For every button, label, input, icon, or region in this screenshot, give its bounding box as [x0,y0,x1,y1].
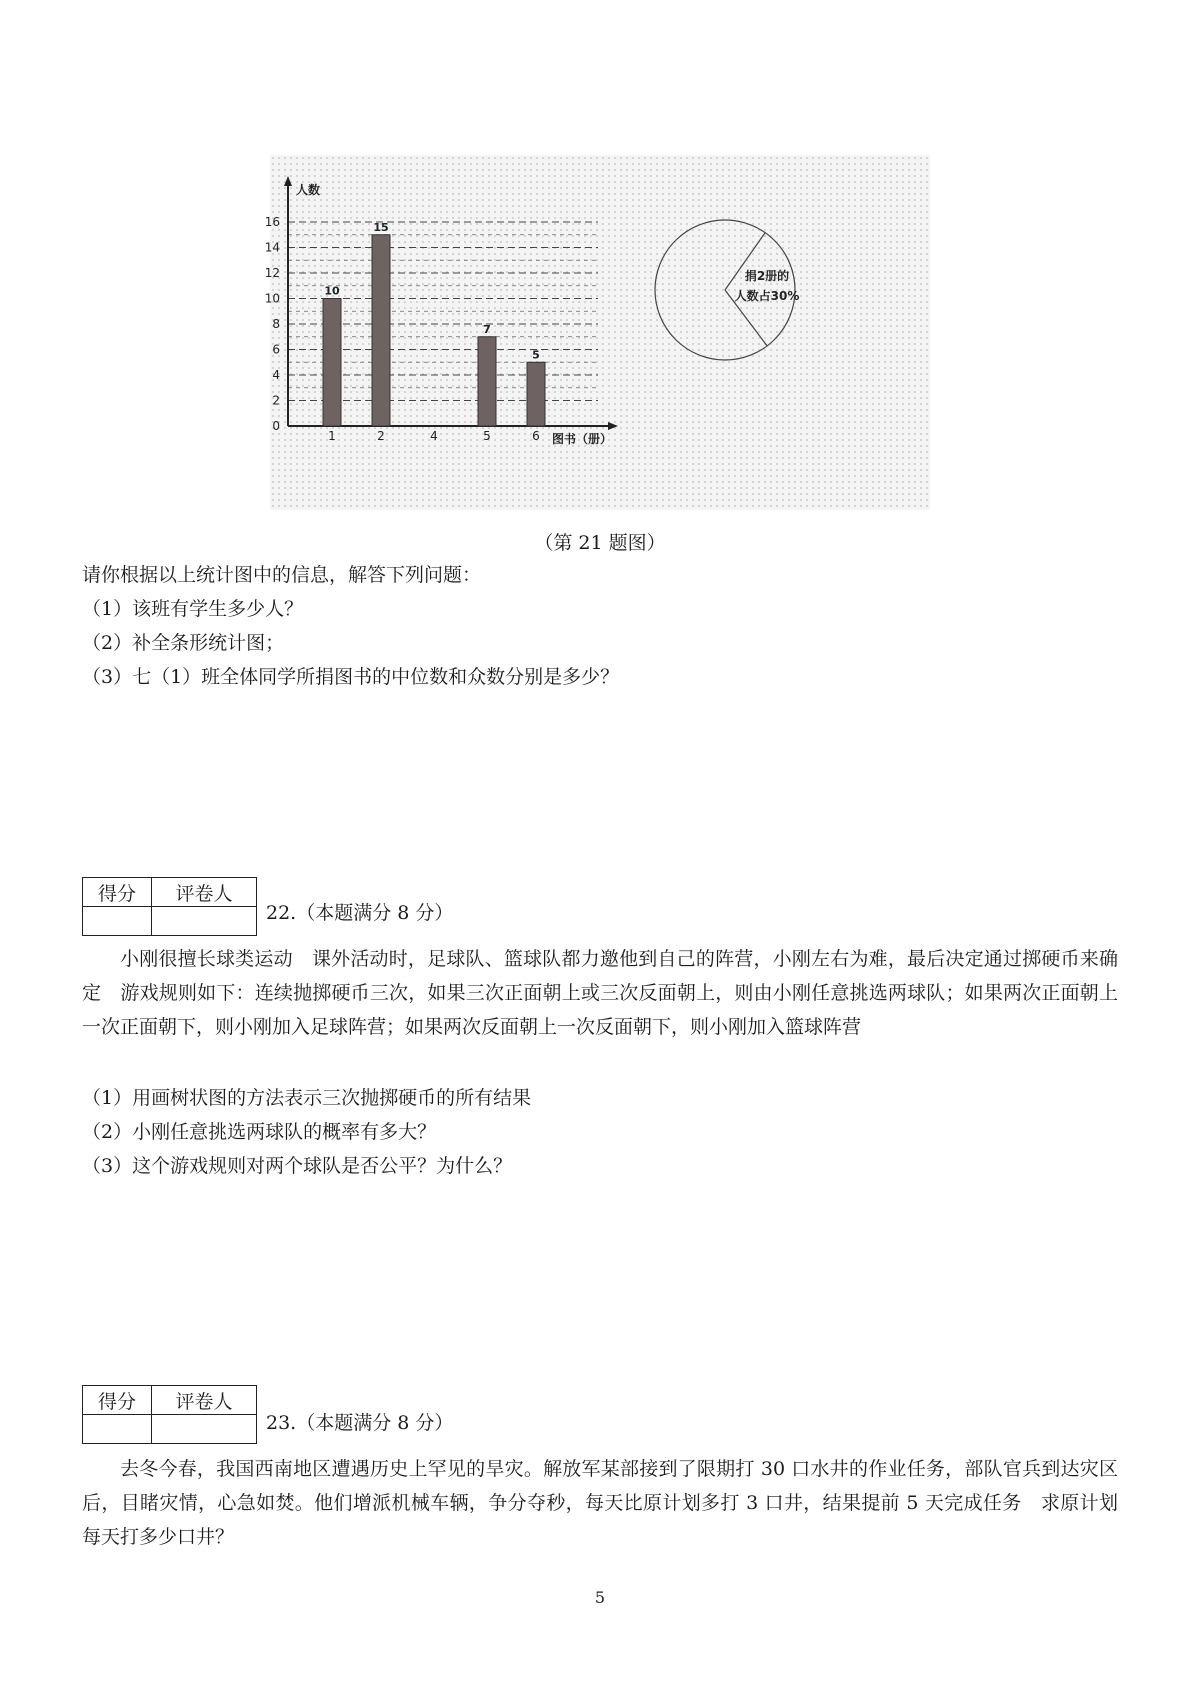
bar-data-label: 10 [324,284,340,298]
q21-item: （3）七（1）班全体同学所捐图书的中位数和众数分别是多少？ [82,666,620,688]
charts-canvas [264,155,930,510]
q22-item: （3）这个游戏规则对两个球队是否公平？为什么？ [82,1155,513,1177]
q22-item: （2）小刚任意挑选两球队的概率有多大？ [82,1121,437,1143]
x-axis-arrow [608,422,618,430]
pie-slice-label: 捐2册的 [744,269,790,283]
y-tick-label: 16 [264,215,280,229]
bar-data-label: 15 [373,220,389,234]
x-tick-label: 2 [377,429,385,443]
y-tick-label: 2 [272,393,280,408]
score-table-q22 [82,877,257,936]
q22-body: 小刚很擅长球类运动 课外活动时，足球队、篮球队都力邀他到自己的阵营，小刚左右为难，最后决定通过掷硬币来确定 游戏规则如下：连续抛掷硬币三次，如果三次正面朝上或三次反面朝上，则由小刚任意挑选两球队；如果两次正面朝上一次正面朝下，则小刚加入足球阵营；如果两次反面朝上一次反面朝下，则小刚加入篮球阵营 [82,948,1118,1038]
pie-slice-label: 人数占30% [734,289,800,303]
score-cell[interactable] [83,1415,152,1444]
y-tick-label: 4 [272,368,280,382]
bar [372,235,390,426]
x-tick-label: 4 [430,429,438,443]
statistics-figure [264,155,930,510]
grader-cell[interactable] [152,1415,257,1444]
q23-body: 去冬今春，我国西南地区遭遇历史上罕见的旱灾。解放军某部接到了限期打 30 口水井的作业任务，部队官兵到达灾区后，目睹灾情，心急如焚。他们增派机械车辆，争分夺秒，每天比原计划多打 3 口井，结果提前 5 天完成任务 求原计划每天打多少口井？ [82,1458,1118,1548]
score-table-q23 [82,1385,257,1444]
x-tick-label: 5 [483,429,491,443]
y-tick-label: 10 [264,291,280,306]
y-tick-label: 0 [272,419,280,433]
page-number: 5 [594,1588,606,1607]
q21-intro: 请你根据以上统计图中的信息，解答下列问题： [82,564,482,586]
y-tick-label: 12 [264,266,280,280]
y-axis-arrow [284,176,292,186]
x-tick-label: 6 [532,429,540,443]
q22-title: 22.（本题满分 8 分） [266,902,454,924]
figure-caption: （第 21 题图） [534,532,666,554]
x-tick-label: 1 [328,429,336,443]
q22-item: （1）用画树状图的方法表示三次抛掷硬币的所有结果 [82,1087,532,1109]
bar-chart [265,176,618,446]
grader-cell[interactable] [152,907,257,936]
y-tick-label: 6 [272,342,280,357]
y-axis-title: 人数 [296,183,321,197]
bar-data-label: 7 [483,322,491,336]
q23-title: 23.（本题满分 8 分） [266,1412,454,1434]
bar [527,362,545,426]
score-label: 得分 [83,878,152,907]
pie-chart [655,220,799,360]
bar [478,337,496,426]
grader-label: 评卷人 [152,1386,257,1415]
grader-label: 评卷人 [152,878,257,907]
score-label: 得分 [83,1386,152,1415]
score-cell[interactable] [83,907,152,936]
x-axis-title: 图书（册） [552,432,613,446]
bar [323,299,341,427]
q21-item: （1）该班有学生多少人？ [82,598,304,620]
bar-data-label: 5 [532,348,540,362]
y-tick-label: 14 [264,240,280,255]
q21-item: （2）补全条形统计图； [82,632,285,654]
y-tick-label: 8 [272,317,280,331]
